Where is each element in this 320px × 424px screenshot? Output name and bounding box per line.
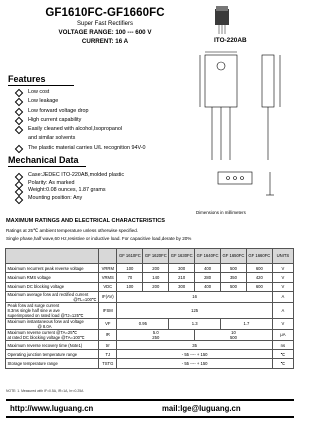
- mechanical-item: Polarity: As marked: [16, 180, 124, 188]
- footer-email[interactable]: mail:lge@luguang.cn: [162, 404, 241, 413]
- value-cell: 35: [117, 340, 272, 349]
- feature-item: Low cost: [16, 88, 146, 97]
- table-footnote: NOTE: 1. Measured with IF=0.5A, IR=1A, Irr=0.25A: [6, 389, 84, 393]
- current-rating: CURRENT: 16 A: [81, 38, 129, 45]
- table-header-cell: UNITS: [272, 249, 293, 264]
- package-label: ITO-220AB: [214, 37, 247, 44]
- table-header-row: [6, 249, 294, 264]
- page-title: GF1610FC-GF1660FC: [45, 7, 165, 19]
- table-row: [6, 273, 294, 282]
- symbol-cell: trr: [99, 340, 117, 349]
- symbol-cell: TJ: [99, 350, 117, 359]
- feature-item: Easily cleaned with alcohol,Isopropanol: [16, 125, 146, 134]
- param-cell: Operating junction temperature range: [6, 350, 99, 359]
- features-list: [16, 88, 146, 153]
- subtitle: Super Fast Rectifiers: [76, 21, 134, 27]
- table-header-cell: GF 1640FC: [195, 249, 221, 264]
- footer-divider: [6, 399, 294, 401]
- value-cell: 400: [195, 264, 221, 273]
- diamond-bullet-icon: [15, 145, 23, 153]
- side-view: [262, 55, 280, 160]
- front-view: [200, 52, 237, 160]
- unit-cell: μA: [272, 329, 293, 340]
- unit-cell: ℃: [272, 350, 293, 359]
- table-row: [6, 291, 294, 302]
- value-cell: 100: [117, 264, 143, 273]
- unit-cell: V: [272, 318, 293, 329]
- dimensions-note: Dimensions in millimeters: [196, 210, 246, 215]
- features-heading: Features: [8, 74, 46, 84]
- table-row: [6, 282, 294, 291]
- symbol-cell: IF(AV): [99, 291, 117, 302]
- table-header-cell: GF 1620FC: [143, 249, 169, 264]
- param-cell: Maximum recurrent peak reverse voltage: [6, 264, 99, 273]
- param-cell: Maximum reverse recovery time (Note1): [6, 340, 99, 349]
- mechanical-divider: [8, 166, 86, 167]
- value-cell: 70: [117, 273, 143, 282]
- unit-cell: A: [272, 302, 293, 318]
- ratings-note-load: Single phase,half wave,60 Hz,resistive or inductive load. For capacitive load,derate by 20%: [6, 236, 192, 241]
- diamond-bullet-icon: [15, 107, 23, 115]
- diamond-bullet-icon: [15, 89, 23, 97]
- symbol-cell: VRRM: [99, 264, 117, 273]
- table-row: [6, 359, 294, 368]
- feature-item: The plastic material carries U/L recognition 94V-0: [16, 144, 146, 153]
- param-cell: Maximum reverse current @TA=25℃ at rated DC blocking voltage @TA=100℃: [6, 329, 99, 340]
- value-cell: - 55 ---- + 150: [117, 359, 272, 368]
- unit-cell: V: [272, 264, 293, 273]
- value-cell: 500: [221, 264, 247, 273]
- table-row: [6, 329, 294, 340]
- value-cell: 500: [221, 282, 247, 291]
- param-cell: Maximum average forw ard rectified current @TL=100℃: [7, 291, 97, 302]
- unit-cell: V: [272, 273, 293, 282]
- table-header-cell: GF 1630FC: [169, 249, 195, 264]
- table-header-cell: [6, 249, 99, 264]
- table-row: [6, 264, 294, 273]
- table-row: [6, 350, 294, 359]
- param-cell: Maximum RMS voltage: [6, 273, 99, 282]
- unit-cell: V: [272, 282, 293, 291]
- value-cell: 210: [169, 273, 195, 282]
- diamond-bullet-icon: [15, 126, 23, 134]
- table-row: [6, 318, 294, 329]
- value-cell: 0.95: [117, 318, 169, 329]
- value-cell: 300: [169, 282, 195, 291]
- table-header-cell: GF 1660FC: [246, 249, 272, 264]
- footer-website-link[interactable]: http://www.luguang.cn: [10, 404, 94, 413]
- ratings-note-temperature: Ratings at 25℃ ambient temperature unless otherwise specified.: [6, 228, 139, 233]
- ratings-table: [5, 248, 294, 369]
- value-cell: 125: [117, 302, 272, 318]
- symbol-cell: IFSM: [99, 302, 117, 318]
- unit-cell: A: [272, 291, 293, 302]
- unit-cell: ns: [272, 340, 293, 349]
- value-cell: 600: [246, 264, 272, 273]
- param-cell: Storage temperature range: [6, 359, 99, 368]
- param-cell: Maximum instantaneous forw ard voltage @ 8.0A: [6, 318, 99, 329]
- table-header-cell: GF 1650FC: [221, 249, 247, 264]
- value-cell: 420: [246, 273, 272, 282]
- value-cell: - 55 ---- + 150: [117, 350, 272, 359]
- value-cell: 5.0 250: [117, 329, 195, 340]
- voltage-range: VOLTAGE RANGE: 100 --- 600 V: [58, 29, 152, 36]
- bottom-view: [218, 172, 274, 195]
- value-cell: 16: [117, 291, 272, 302]
- symbol-cell: TSTG: [99, 359, 117, 368]
- mechanical-heading: Mechanical Data: [8, 155, 79, 165]
- feature-item: and similar solvents: [28, 135, 76, 142]
- diamond-bullet-icon: [15, 117, 23, 125]
- value-cell: 300: [169, 264, 195, 273]
- mechanical-list: [16, 172, 124, 202]
- param-cell: Maximum DC blocking voltage: [6, 282, 99, 291]
- value-cell: 200: [143, 264, 169, 273]
- component-photo: [215, 6, 229, 34]
- feature-item: Low forward voltage drop: [16, 107, 146, 116]
- table-row: [6, 302, 294, 318]
- mechanical-item: Mounting position: Any: [16, 195, 124, 203]
- symbol-cell: VRMS: [99, 273, 117, 282]
- feature-item: Low leakage: [16, 97, 146, 106]
- value-cell: 400: [195, 282, 221, 291]
- value-cell: 350: [221, 273, 247, 282]
- value-cell: 1.7: [221, 318, 273, 329]
- symbol-cell: IR: [99, 329, 117, 340]
- table-row: [6, 340, 294, 349]
- features-divider: [8, 85, 74, 86]
- feature-item: High current capability: [16, 116, 146, 125]
- value-cell: 600: [246, 282, 272, 291]
- table-header-cell: GF 1610FC: [117, 249, 143, 264]
- mechanical-item: Case:JEDEC ITO-220AB,molded plastic: [16, 172, 124, 180]
- value-cell: 280: [195, 273, 221, 282]
- unit-cell: ℃: [272, 359, 293, 368]
- diamond-bullet-icon: [15, 98, 23, 106]
- footer-bottom-divider: [6, 416, 294, 418]
- value-cell: 140: [143, 273, 169, 282]
- table-header-cell: [99, 249, 117, 264]
- value-cell: 200: [143, 282, 169, 291]
- value-cell: 1.3: [169, 318, 221, 329]
- symbol-cell: VDC: [99, 282, 117, 291]
- symbol-cell: VF: [99, 318, 117, 329]
- param-cell: Peak forw ard surge current 8.3ms single half sine w ave superimposed on rated load @TJ=125℃: [6, 302, 99, 318]
- value-cell: 100: [117, 282, 143, 291]
- mechanical-item: Weight:0.08 ounces, 1.87 grams: [16, 187, 124, 195]
- value-cell: 10 500: [195, 329, 273, 340]
- ratings-heading: MAXIMUM RATINGS AND ELECTRICAL CHARACTERISTICS: [6, 218, 166, 224]
